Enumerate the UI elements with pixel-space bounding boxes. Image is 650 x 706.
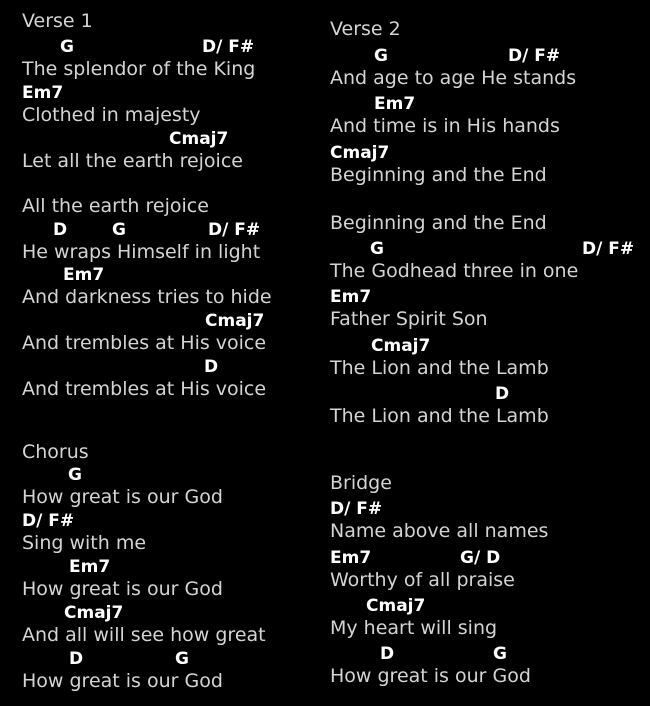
chord-g: G — [68, 465, 82, 485]
lyric-line: Beginning and the End — [330, 164, 547, 186]
chord-em7: Em7 — [330, 548, 372, 568]
lyric-line: My heart will sing — [330, 617, 498, 639]
chord-em7: Em7 — [22, 83, 64, 103]
chord-d: D — [204, 357, 219, 377]
lyric-line: How great is our God — [22, 670, 223, 692]
chord-d: D — [495, 384, 510, 404]
chord-d-fsharp: D/ F# — [330, 499, 383, 519]
chord-cmaj7: Cmaj7 — [371, 336, 431, 356]
chord-d-fsharp: D/ F# — [508, 46, 561, 66]
chord-em7: Em7 — [374, 94, 416, 114]
verse1-heading: Verse 1 — [22, 10, 93, 32]
chord-em7: Em7 — [330, 287, 372, 307]
chord-em7: Em7 — [69, 557, 111, 577]
lyric-line: Beginning and the End — [330, 212, 547, 234]
chord-g: G — [370, 239, 384, 259]
verse2-heading: Verse 2 — [330, 18, 401, 40]
chord-d-fsharp: D/ F# — [208, 220, 261, 240]
lyric-line: Worthy of all praise — [330, 569, 515, 591]
chord-d-fsharp: D/ F# — [582, 239, 635, 259]
lyric-line: And darkness tries to hide — [22, 286, 272, 308]
chord-cmaj7: Cmaj7 — [205, 311, 265, 331]
chord-g: G — [112, 220, 126, 240]
chord-d: D — [53, 220, 68, 240]
lyric-line: How great is our God — [22, 578, 223, 600]
lyric-line: And age to age He stands — [330, 67, 577, 89]
chord-d: D — [69, 649, 84, 669]
lyric-line: And trembles at His voice — [22, 378, 267, 400]
lyric-line: How great is our God — [22, 486, 223, 508]
chord-em7: Em7 — [63, 265, 105, 285]
lyric-line: He wraps Himself in light — [22, 241, 261, 263]
chorus-heading: Chorus — [22, 441, 89, 463]
chord-cmaj7: Cmaj7 — [169, 129, 229, 149]
chord-g: G — [374, 46, 388, 66]
chord-g: G — [175, 649, 189, 669]
lyric-line: The splendor of the King — [22, 58, 256, 80]
chord-d: D — [380, 644, 395, 664]
chord-cmaj7: Cmaj7 — [366, 596, 426, 616]
chord-g: G — [493, 644, 507, 664]
chord-cmaj7: Cmaj7 — [330, 143, 390, 163]
lyric-line: And all will see how great — [22, 624, 266, 646]
chord-g-d: G/ D — [460, 548, 501, 568]
lyric-line: Name above all names — [330, 520, 549, 542]
lyric-line: Let all the earth rejoice — [22, 150, 243, 172]
chord-d-fsharp: D/ F# — [202, 37, 255, 57]
lyric-line: And trembles at His voice — [22, 332, 267, 354]
chord-cmaj7: Cmaj7 — [64, 603, 124, 623]
lyric-line: All the earth rejoice — [22, 195, 209, 217]
lyric-line: The Lion and the Lamb — [330, 357, 549, 379]
lyric-line: And time is in His hands — [330, 115, 560, 137]
lyric-line: Sing with me — [22, 532, 147, 554]
lyric-line: The Godhead three in one — [330, 260, 579, 282]
chord-d-fsharp: D/ F# — [22, 511, 75, 531]
chord-g: G — [60, 37, 74, 57]
lyric-line: The Lion and the Lamb — [330, 405, 549, 427]
lyric-line: How great is our God — [330, 665, 531, 687]
bridge-heading: Bridge — [330, 472, 392, 494]
lyric-line: Father Spirit Son — [330, 308, 488, 330]
lyric-line: Clothed in majesty — [22, 104, 201, 126]
